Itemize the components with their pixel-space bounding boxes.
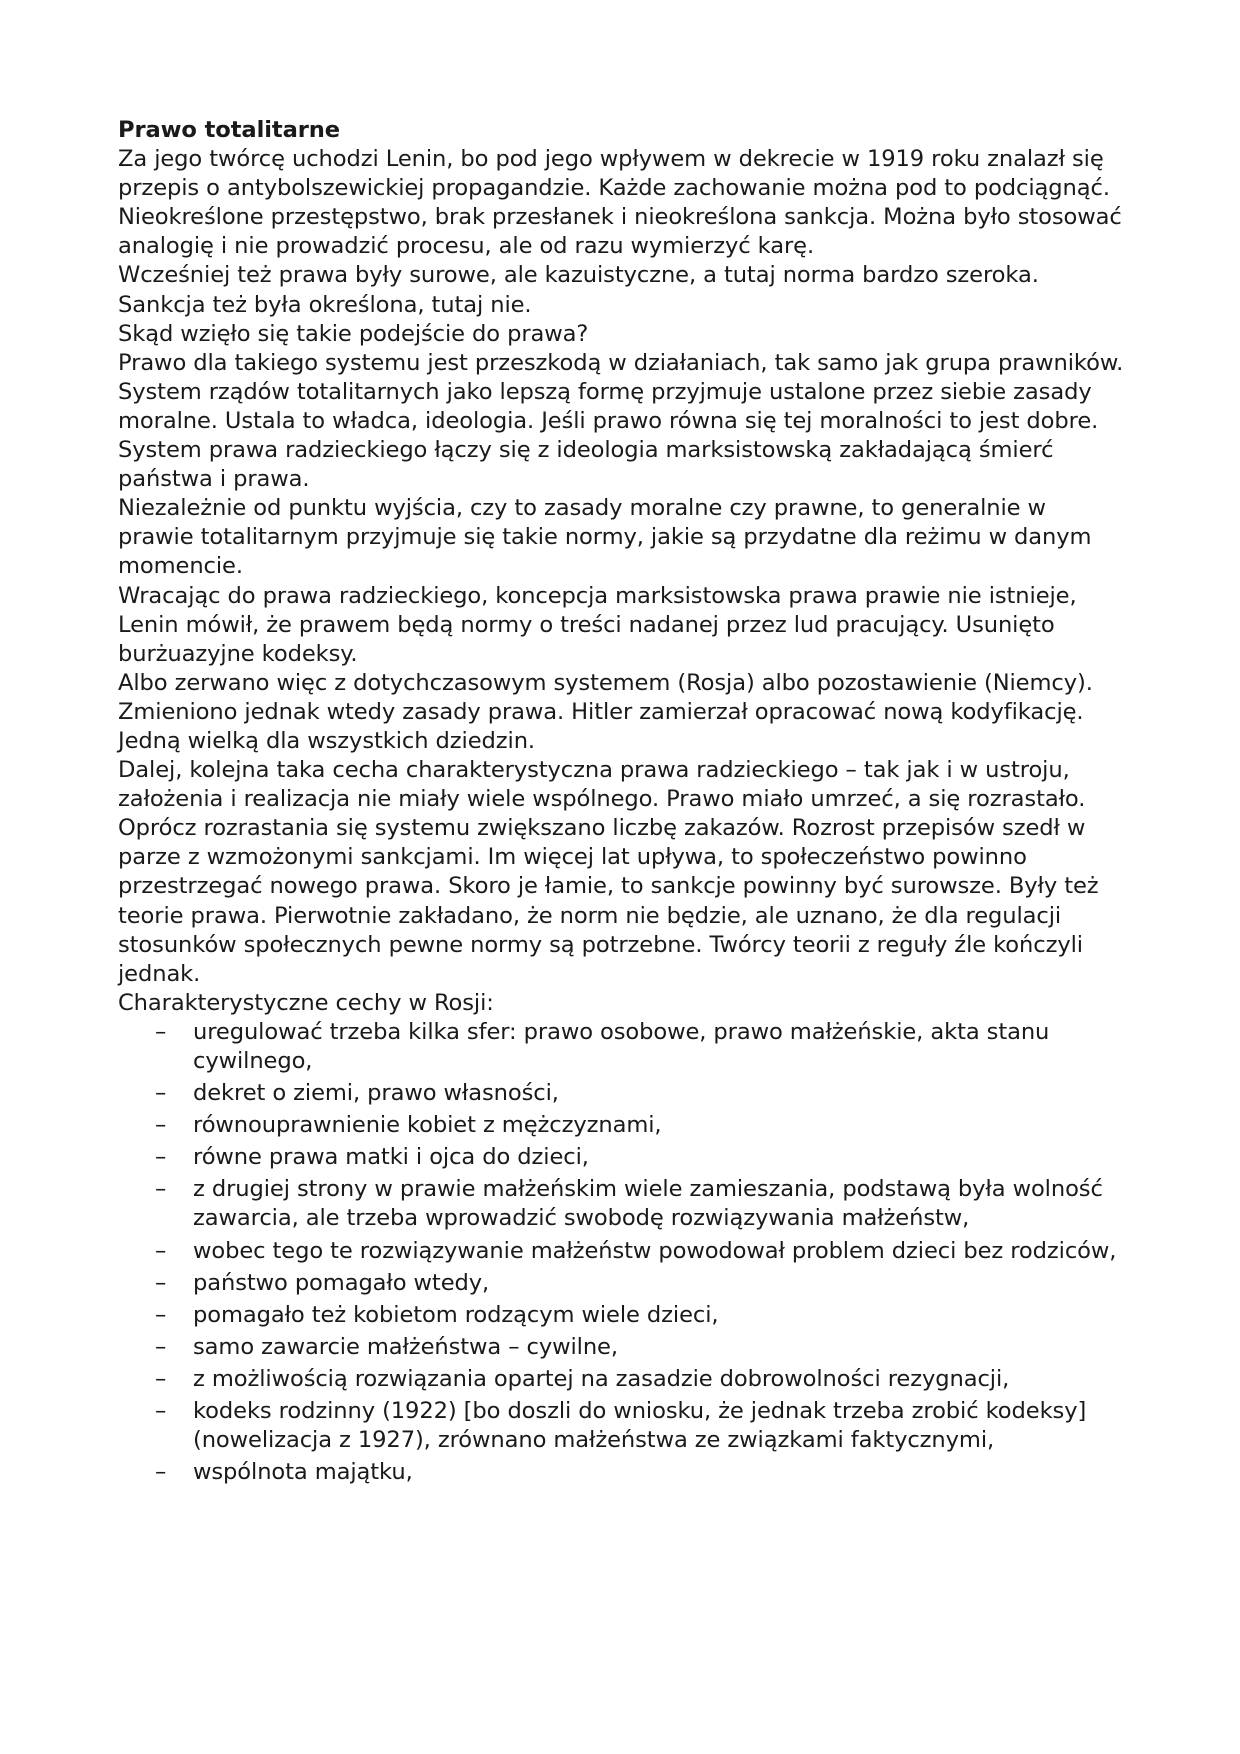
bullet-marker: – (155, 1144, 167, 1171)
paragraph-7: Albo zerwano więc z dotychczasowym systemem (Rosja) albo pozostawienie (Niemcy). Zmieniono jednak wtedy zasady prawa. Hitler zamierzał opracować nową kodyfikację. Jedną wielką dla wszystkich dziedzin. (118, 669, 1093, 754)
list-item (118, 1111, 1128, 1140)
list-item-text: kodeks rodzinny (1922) [bo doszli do wniosku, że jednak trzeba zrobić kodeksy] (nowelizacja z 1927), zrównano małżeństwa ze związkami faktycznymi, (193, 1398, 1087, 1454)
list-item (118, 1301, 1128, 1330)
list-item (118, 1269, 1128, 1298)
bullet-marker: – (155, 1080, 167, 1107)
list-item (118, 1175, 1128, 1233)
paragraph-9: Charakterystyczne cechy w Rosji: (118, 989, 494, 1016)
bullet-list (118, 1018, 1128, 1487)
paragraph-8: Dalej, kolejna taka cecha charakterystyczna prawa radzieckiego – tak jak i w ustroju, założenia i realizacja nie miały wiele wspólnego. Prawo miało umrzeć, a się rozrastało. Oprócz rozrastania się systemu zwiększano liczbę zakazów. Rozrost przepisów szedł w parze z wzmożonymi sankcjami. Im więcej lat upływa, to społeczeństwo powinno przestrzegać nowego prawa. Skoro je łamie, to sankcje powinny być surowsze. Były też teorie prawa. Pierwotnie zakładano, że norm nie będzie, ale uznano, że dla regulacji stosunków społecznych pewne normy są potrzebne. Twórcy teorii z reguły źle kończyli jednak. (118, 757, 1099, 987)
bullet-marker: – (155, 1301, 167, 1328)
list-item-text: równe prawa matki i ojca do dzieci, (193, 1144, 589, 1171)
bullet-marker: – (155, 1365, 167, 1392)
list-item-text: z możliwością rozwiązania opartej na zasadzie dobrowolności rezygnacji, (193, 1365, 1010, 1392)
paragraph-3: Skąd wzięło się takie podejście do prawa? (118, 320, 589, 347)
paragraph-4: Prawo dla takiego systemu jest przeszkodą w działaniach, tak samo jak grupa prawników. System rządów totalitarnych jako lepszą formę przyjmuje ustalone przez siebie zasady moralne. Ustala to władca, ideologia. Jeśli prawo równa się tej moralności to jest dobre. System prawa radzieckiego łączy się z ideologia marksistowską zakładającą śmierć państwa i prawa. (118, 349, 1124, 493)
document-page (118, 116, 1128, 1490)
list-item (118, 1237, 1128, 1266)
bullet-marker: – (155, 1269, 167, 1296)
list-item-text: samo zawarcie małżeństwa – cywilne, (193, 1333, 618, 1360)
list-item (118, 1458, 1128, 1487)
list-item (118, 1018, 1128, 1076)
list-item-text: państwo pomagało wtedy, (193, 1269, 490, 1296)
list-item (118, 1079, 1128, 1108)
list-item (118, 1397, 1128, 1455)
bullet-marker: – (155, 1459, 167, 1486)
document-title: Prawo totalitarne (118, 117, 340, 143)
paragraph-2: Wcześniej też prawa były surowe, ale kazuistyczne, a tutaj norma bardzo szeroka. Sankcja też była określona, tutaj nie. (118, 262, 1039, 318)
bullet-marker: – (155, 1112, 167, 1139)
list-item-text: wobec tego te rozwiązywanie małżeństw powodował problem dzieci bez rodziców, (193, 1237, 1117, 1264)
paragraph-6: Wracając do prawa radzieckiego, koncepcja marksistowska prawa prawie nie istnieje, Lenin mówił, że prawem będą normy o treści nadanej przez lud pracujący. Usunięto burżuazyjne kodeksy. (118, 582, 1077, 667)
bullet-marker: – (155, 1018, 167, 1045)
list-item-text: wspólnota majątku, (193, 1459, 413, 1486)
bullet-marker: – (155, 1398, 167, 1425)
paragraph-5: Niezależnie od punktu wyjścia, czy to zasady moralne czy prawne, to generalnie w prawie totalitarnym przyjmuje się takie normy, jakie są przydatne dla reżimu w danym momencie. (118, 495, 1092, 580)
list-item-text: dekret o ziemi, prawo własności, (193, 1080, 559, 1107)
list-item (118, 1143, 1128, 1172)
bullet-marker: – (155, 1333, 167, 1360)
list-item-text: z drugiej strony w prawie małżeńskim wiele zamieszania, podstawą była wolność zawarcia, ale trzeba wprowadzić swobodę rozwiązywania małżeństw, (193, 1176, 1103, 1232)
bullet-marker: – (155, 1176, 167, 1203)
list-item-text: pomagało też kobietom rodzącym wiele dzieci, (193, 1301, 719, 1328)
list-item-text: równouprawnienie kobiet z mężczyznami, (193, 1112, 662, 1139)
list-item (118, 1365, 1128, 1394)
list-item-text: uregulować trzeba kilka sfer: prawo osobowe, prawo małżeńskie, akta stanu cywilnego, (193, 1018, 1050, 1074)
bullet-marker: – (155, 1237, 167, 1264)
list-item (118, 1333, 1128, 1362)
paragraph-1: Za jego twórcę uchodzi Lenin, bo pod jego wpływem w dekrecie w 1919 roku znalazł się przepis o antybolszewickiej propagandzie. Każde zachowanie można pod to podciągnąć. Nieokreślone przestępstwo, brak przesłanek i nieokreślona sankcja. Można było stosować analogię i nie prowadzić procesu, ale od razu wymierzyć karę. (118, 146, 1122, 260)
